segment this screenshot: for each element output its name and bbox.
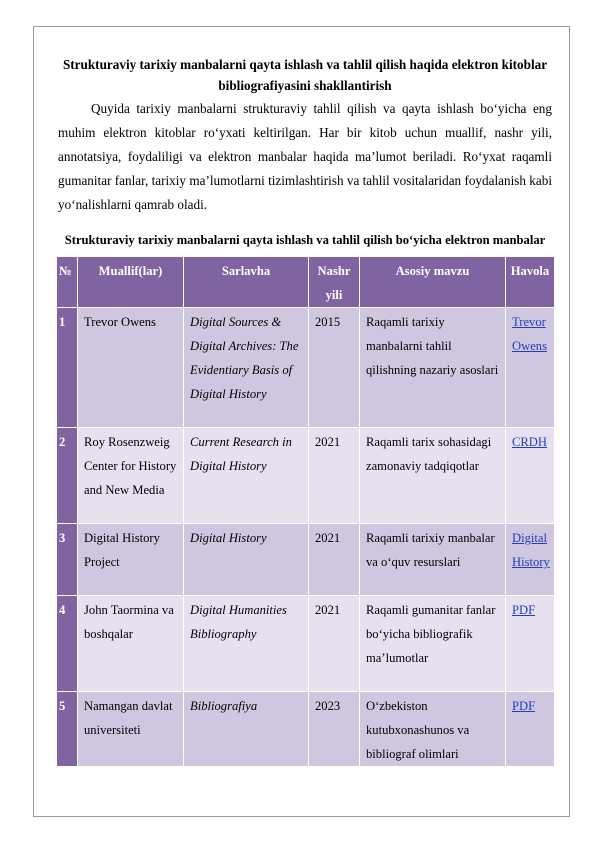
row-number: 3 [57, 524, 78, 596]
row-author: Namangan davlat universiteti [78, 692, 184, 767]
row-topic: Raqamli gumanitar fanlar bo‘yicha bibliografik ma’lumotlar [360, 596, 506, 692]
row-link[interactable]: Trevor Owens [512, 315, 547, 353]
header-year: Nashr yili [309, 257, 360, 308]
row-topic: O‘zbekiston kutubxonashunos va bibliograf olimlari [360, 692, 506, 767]
row-number: 1 [57, 308, 78, 428]
row-number: 4 [57, 596, 78, 692]
table-row [57, 428, 555, 524]
header-number: № [57, 257, 78, 308]
row-topic: Raqamli tarixiy manbalar va o‘quv resurslari [360, 524, 506, 596]
row-link[interactable]: PDF [512, 603, 536, 617]
row-year: 2015 [309, 308, 360, 428]
table-header-row [57, 257, 555, 308]
table-row [57, 308, 555, 428]
row-author: Roy Rosenzweig Center for History and New Media [78, 428, 184, 524]
row-topic: Raqamli tarixiy manbalarni tahlil qilishning nazariy asoslari [360, 308, 506, 428]
row-year: 2023 [309, 692, 360, 767]
header-author: Muallif(lar) [78, 257, 184, 308]
header-link: Havola [506, 257, 555, 308]
row-link[interactable]: Digital History [512, 531, 550, 569]
header-title: Sarlavha [184, 257, 309, 308]
row-year: 2021 [309, 596, 360, 692]
row-number: 2 [57, 428, 78, 524]
document-title: Strukturaviy tarixiy manbalarni qayta ishlash va tahlil qilish haqida elektron kitoblar bibliografiyasini shakllantirish [62, 57, 548, 93]
header-topic: Asosiy mavzu [360, 257, 506, 308]
row-author: Digital History Project [78, 524, 184, 596]
intro-paragraph: Quyida tarixiy manbalarni strukturaviy tahlil qilish va qayta ishlash bo‘yicha eng muhim elektron kitoblar ro‘yxati keltirilgan. Har bir kitob uchun muallif, nashr yili, annotatsiya, foydaliligi va elektron manbalar haqida ma’lumot beriladi. Ro‘yxat raqamli gumanitar fanlar, tarixiy ma’lumotlarni tizimlashtirish va tahlil vositalaridan foydalanish kabi yo‘nalishlarni qamrab oladi. [58, 101, 552, 212]
table-row [57, 596, 555, 692]
row-title: Current Research in Digital History [184, 428, 309, 524]
row-title: Digital Humanities Bibliography [184, 596, 309, 692]
bibliography-table [56, 256, 555, 767]
row-year: 2021 [309, 524, 360, 596]
row-title: Bibliografiya [184, 692, 309, 767]
row-number: 5 [57, 692, 78, 767]
table-caption: Strukturaviy tarixiy manbalarni qayta ishlash va tahlil qilish bo‘yicha elektron manbalar [64, 233, 546, 247]
row-title: Digital Sources & Digital Archives: The Evidentiary Basis of Digital History [184, 308, 309, 428]
row-link[interactable]: CRDH [512, 435, 547, 449]
row-title: Digital History [184, 524, 309, 596]
row-author: John Taormina va boshqalar [78, 596, 184, 692]
row-topic: Raqamli tarix sohasidagi zamonaviy tadqiqotlar [360, 428, 506, 524]
row-link[interactable]: PDF [512, 699, 536, 713]
row-author: Trevor Owens [78, 308, 184, 428]
row-year: 2021 [309, 428, 360, 524]
table-row [57, 524, 555, 596]
table-row [57, 692, 555, 767]
page-content [58, 54, 552, 767]
